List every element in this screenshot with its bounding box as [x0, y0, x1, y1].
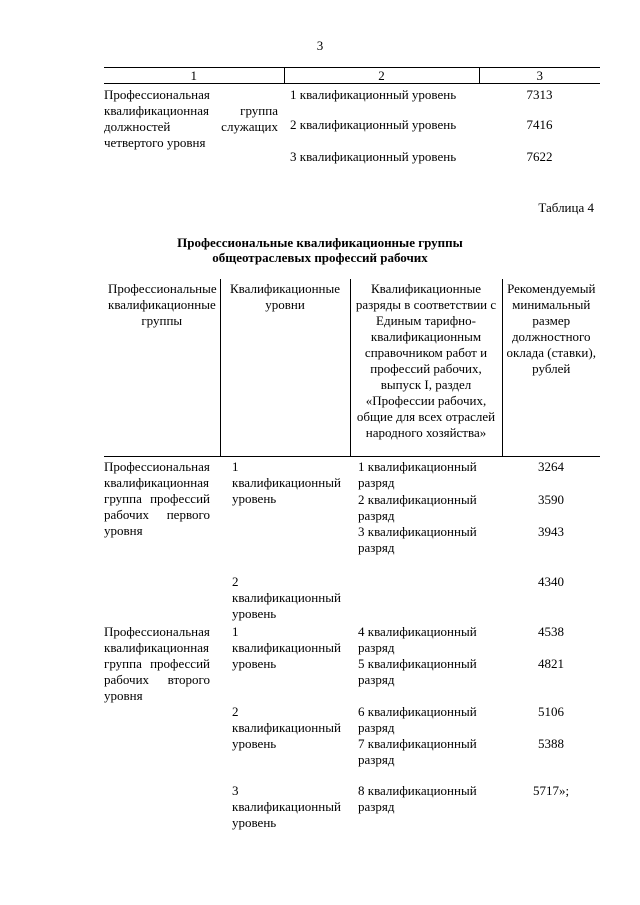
salary-table-continuation [104, 67, 600, 169]
table-caption: Таблица 4 [538, 200, 594, 215]
salary-cell: 3590 [538, 491, 564, 507]
salary-cell: 3943 [538, 523, 564, 539]
salary-cell: 5717»; [532, 782, 570, 798]
category-cell: 2 квалификационный разряд [358, 491, 477, 523]
salary-cell: 7622 [526, 149, 553, 164]
level-cell: 1 квалификационный уровень [232, 623, 341, 671]
level-cell: 2 квалификационный уровень [290, 117, 457, 132]
level-cell: 3 квалификационный уровень [290, 149, 457, 164]
header-levels: Квалификационные уровни [220, 279, 350, 456]
column-number-1: 1 [104, 68, 284, 84]
column-number-3: 3 [479, 68, 600, 84]
category-cell: 8 квалификационный разряд [358, 782, 477, 814]
salary-cell: 7313 [526, 87, 553, 102]
salary-cell: 4340 [538, 573, 564, 589]
salary-cell: 5388 [538, 735, 564, 751]
salary-cell: 7416 [526, 117, 553, 132]
category-cell: 7 квалификационный разряд [358, 735, 477, 767]
category-cell: 4 квалификационный разряд [358, 623, 477, 655]
header-categories: Квалификационные разряды в соответствии с Единым тарифно-квалификационным справочником работ и профессий рабочих, выпуск I, раздел «Профессии рабочих, общие для всех отраслей народного хозяйства» [350, 279, 502, 456]
group-name: Профессиональная квалификационная группа профессий рабочих первого уровня [104, 458, 210, 538]
category-cell: 5 квалификационный разряд [358, 655, 477, 687]
level-cell: 1 квалификационный уровень [232, 458, 341, 506]
salary-cell: 3264 [538, 458, 564, 474]
group-name: Профессиональная квалификационная группа профессий рабочих второго уровня [104, 623, 210, 703]
group-name: Профессиональная квалификационная группа должностей служащих четвертого уровня [104, 87, 278, 150]
category-cell: 3 квалификационный разряд [358, 523, 477, 555]
worker-qualification-table [104, 279, 600, 831]
level-cell: 2 квалификационный уровень [232, 703, 341, 751]
category-cell: 1 квалификационный разряд [358, 458, 477, 490]
table-title-line-1: Профессиональные квалификационные группы [177, 235, 463, 250]
salary-cell: 4538 [538, 623, 564, 639]
level-cell: 1 квалификационный уровень [290, 87, 457, 102]
table-title-line-2: общеотраслевых профессий рабочих [212, 250, 428, 265]
column-number-2: 2 [284, 68, 479, 84]
category-cell [350, 574, 502, 624]
header-groups: Профессиональные квалификационные группы [104, 279, 220, 456]
category-cell: 6 квалификационный разряд [358, 703, 477, 735]
level-cell: 2 квалификационный уровень [232, 573, 341, 621]
level-cell: 3 квалификационный уровень [232, 782, 341, 830]
salary-cell: 5106 [538, 703, 564, 719]
table-title [0, 235, 640, 265]
salary-cell: 4821 [538, 655, 564, 671]
header-salary: Рекомендуемый минимальный размер должностного оклада (ставки), рублей [502, 279, 600, 456]
page-number: 3 [316, 38, 324, 53]
